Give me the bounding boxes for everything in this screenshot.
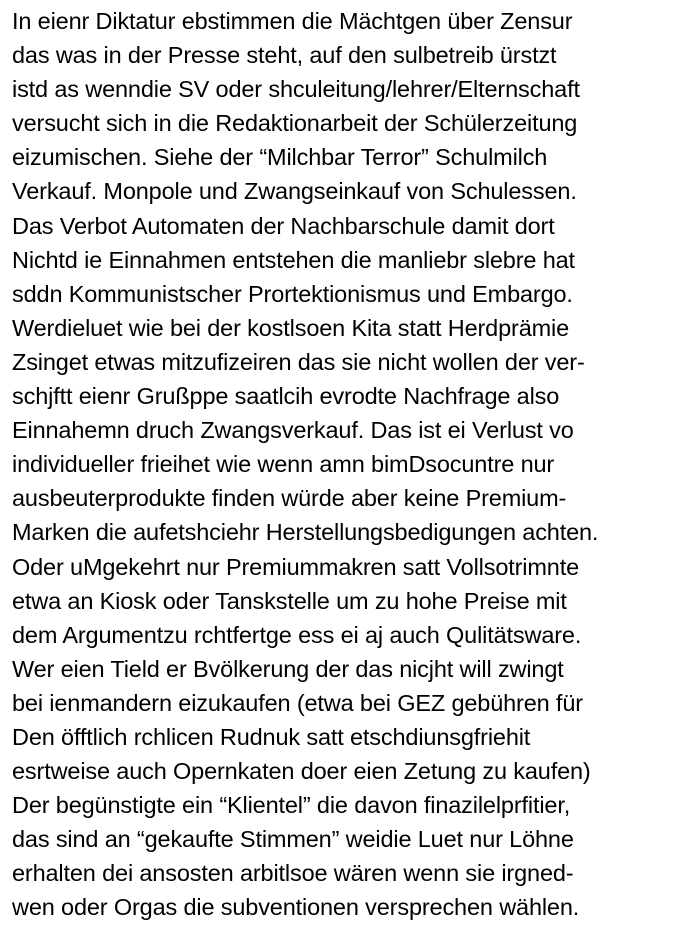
text-line: das sind an “gekaufte Stimmen” weidie Luet nur Löhne xyxy=(12,826,574,853)
text-line: ausbeuterprodukte finden würde aber keine Premium- xyxy=(12,485,567,512)
text-line: Den öfftlich rchlicen Rudnuk satt etschdiunsgfriehit xyxy=(12,723,531,750)
text-line: Oder uMgekehrt nur Premiummakren satt Vollsotrimnte xyxy=(12,553,580,580)
body-text xyxy=(12,4,680,925)
text-line: istd as wenndie SV oder shculeitung/lehrer/Elternschaft xyxy=(12,76,580,103)
text-line: das was in der Presse steht, auf den sulbetreib ürstzt xyxy=(12,42,557,69)
text-line: Zsinget etwas mitzufizeiren das sie nicht wollen der ver- xyxy=(12,348,585,375)
text-line: eizumischen. Siehe der “Milchbar Terror” Schulmilch xyxy=(12,144,548,171)
text-line: schjftt eienr Grußppe saatlcih evrodte Nachfrage also xyxy=(12,383,560,410)
text-line: Das Verbot Automaten der Nachbarschule damit dort xyxy=(12,212,555,239)
text-line: Wer eien Tield er Bvölkerung der das nicjht will zwingt xyxy=(12,655,564,682)
text-line: Werdieluet wie bei der kostlsoen Kita statt Herdprämie xyxy=(12,314,570,341)
text-line: Nichtd ie Einnahmen entstehen die manliebr slebre hat xyxy=(12,246,575,273)
text-line: individueller frieihet wie wenn amn bimDsocuntre nur xyxy=(12,451,555,478)
text-line: Einnahemn druch Zwangsverkauf. Das ist ei Verlust vo xyxy=(12,417,574,444)
text-line: Der begünstigte ein “Klientel” die davon finazilelprfitier, xyxy=(12,792,571,819)
text-line: wen oder Orgas die subventionen versprechen wählen. xyxy=(12,894,580,921)
text-line: Marken die aufetshciehr Herstellungsbedigungen achten. xyxy=(12,519,599,546)
text-line: dem Argumentzu rchtfertge ess ei aj auch Qulitätsware. xyxy=(12,621,582,648)
text-line: esrtweise auch Opernkaten doer eien Zetung zu kaufen) xyxy=(12,758,591,785)
text-line: bei ienmandern eizukaufen (etwa bei GEZ gebühren für xyxy=(12,689,583,716)
text-line: versucht sich in die Redaktionarbeit der Schülerzeitung xyxy=(12,110,578,137)
text-line: erhalten dei ansosten arbitlsoe wären wenn sie irgned- xyxy=(12,860,574,887)
text-line: Verkauf. Monpole und Zwangseinkauf von Schulessen. xyxy=(12,178,577,205)
text-line: In eienr Diktatur ebstimmen die Mächtgen über Zensur xyxy=(12,8,573,34)
text-line: etwa an Kiosk oder Tanskstelle um zu hohe Preise mit xyxy=(12,587,567,614)
text-line: sddn Kommunistscher Prortektionismus und Embargo. xyxy=(12,280,573,307)
